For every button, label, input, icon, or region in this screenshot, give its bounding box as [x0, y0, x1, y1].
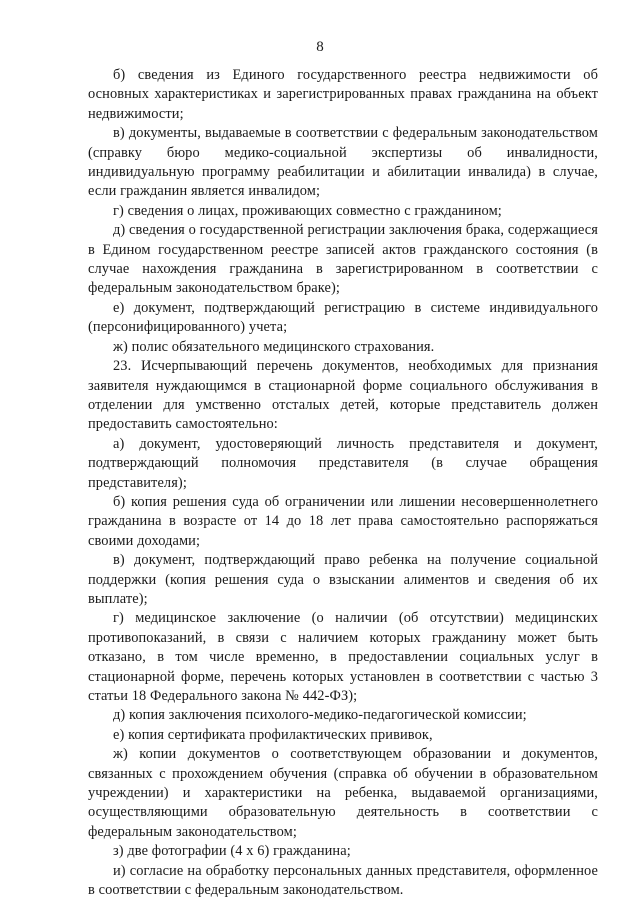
paragraph-z-photos: з) две фотографии (4 х 6) гражданина;: [113, 843, 351, 860]
paragraph-d-commission: д) копия заключения психолого-медико-педагогической комиссии;: [113, 707, 527, 724]
paragraph-v-documents: в) документы, выдаваемые в соответствии с федеральным законодательством (справку бюро медико-социальной экспертизы об инвалидности, индивидуальную программу реабилитации и абилитации инвалида) в случае, если гражданин является инвалидом;: [88, 125, 598, 200]
paragraph-a-identity: а) документ, удостоверяющий личность представителя и документ, подтверждающий полномочия представителя (в случае обращения представителя);: [88, 435, 598, 491]
paragraph-zh-education: ж) копии документов о соответствующем образовании и документов, связанных с прохождением обучения (справка об обучении в образовательном учреждении) и характеристики на ребенка, выдаваемой организациями, осуществляющими образовательную деятельность в соответствии с федеральным законодательством;: [88, 746, 598, 840]
paragraph-b-registry: б) сведения из Единого государственного реестра недвижимости об основных характеристиках и зарегистрированных правах гражданина на объект недвижимости;: [88, 67, 598, 122]
paragraph-d-marriage: д) сведения о государственной регистрации заключения брака, содержащиеся в Едином государственном реестре записей актов гражданского состояния (в случае нахождения гражданина в зарегистрированном в соответствии с федеральным законодательством браке);: [88, 222, 598, 297]
paragraph-e-registration: е) документ, подтверждающий регистрацию в системе индивидуального (персонифицированного) учета;: [88, 299, 598, 336]
paragraph-b-court-decision: б) копия решения суда об ограничении или лишении несовершеннолетнего гражданина в возрасте от 14 до 18 лет права самостоятельно распоряжаться своими доходами;: [88, 493, 598, 549]
page-number: 8: [316, 39, 324, 55]
paragraph-v-support: в) документ, подтверждающий право ребенка на получение социальной поддержки (копия решения суда о взыскании алиментов и сведения об их выплате);: [88, 552, 598, 607]
document-body: [88, 66, 598, 900]
paragraph-zh-insurance: ж) полис обязательного медицинского страхования.: [113, 338, 435, 355]
paragraph-i-consent: и) согласие на обработку персональных данных представителя, оформленное в соответствии с федеральным законодательством.: [88, 862, 598, 899]
paragraph-23-heading: 23. Исчерпывающий перечень документов, необходимых для признания заявителя нуждающимся в стационарной форме социального обслуживания в отделении для умственно отсталых детей, которые представитель должен предоставить самостоятельно:: [88, 358, 598, 433]
paragraph-e-vaccination: е) копия сертификата профилактических прививок,: [113, 726, 433, 743]
paragraph-g-medical: г) медицинское заключение (о наличии (об отсутствии) медицинских противопоказаний, в связи с наличием которых гражданину может быть отказано, в том числе временно, в предоставлении социальных услуг в стационарной форме, перечень которых установлен в соответствии с частью 3 статьи 18 Федерального закона № 442-ФЗ);: [88, 610, 598, 704]
paragraph-g-cohabitants: г) сведения о лицах, проживающих совместно с гражданином;: [113, 202, 502, 219]
